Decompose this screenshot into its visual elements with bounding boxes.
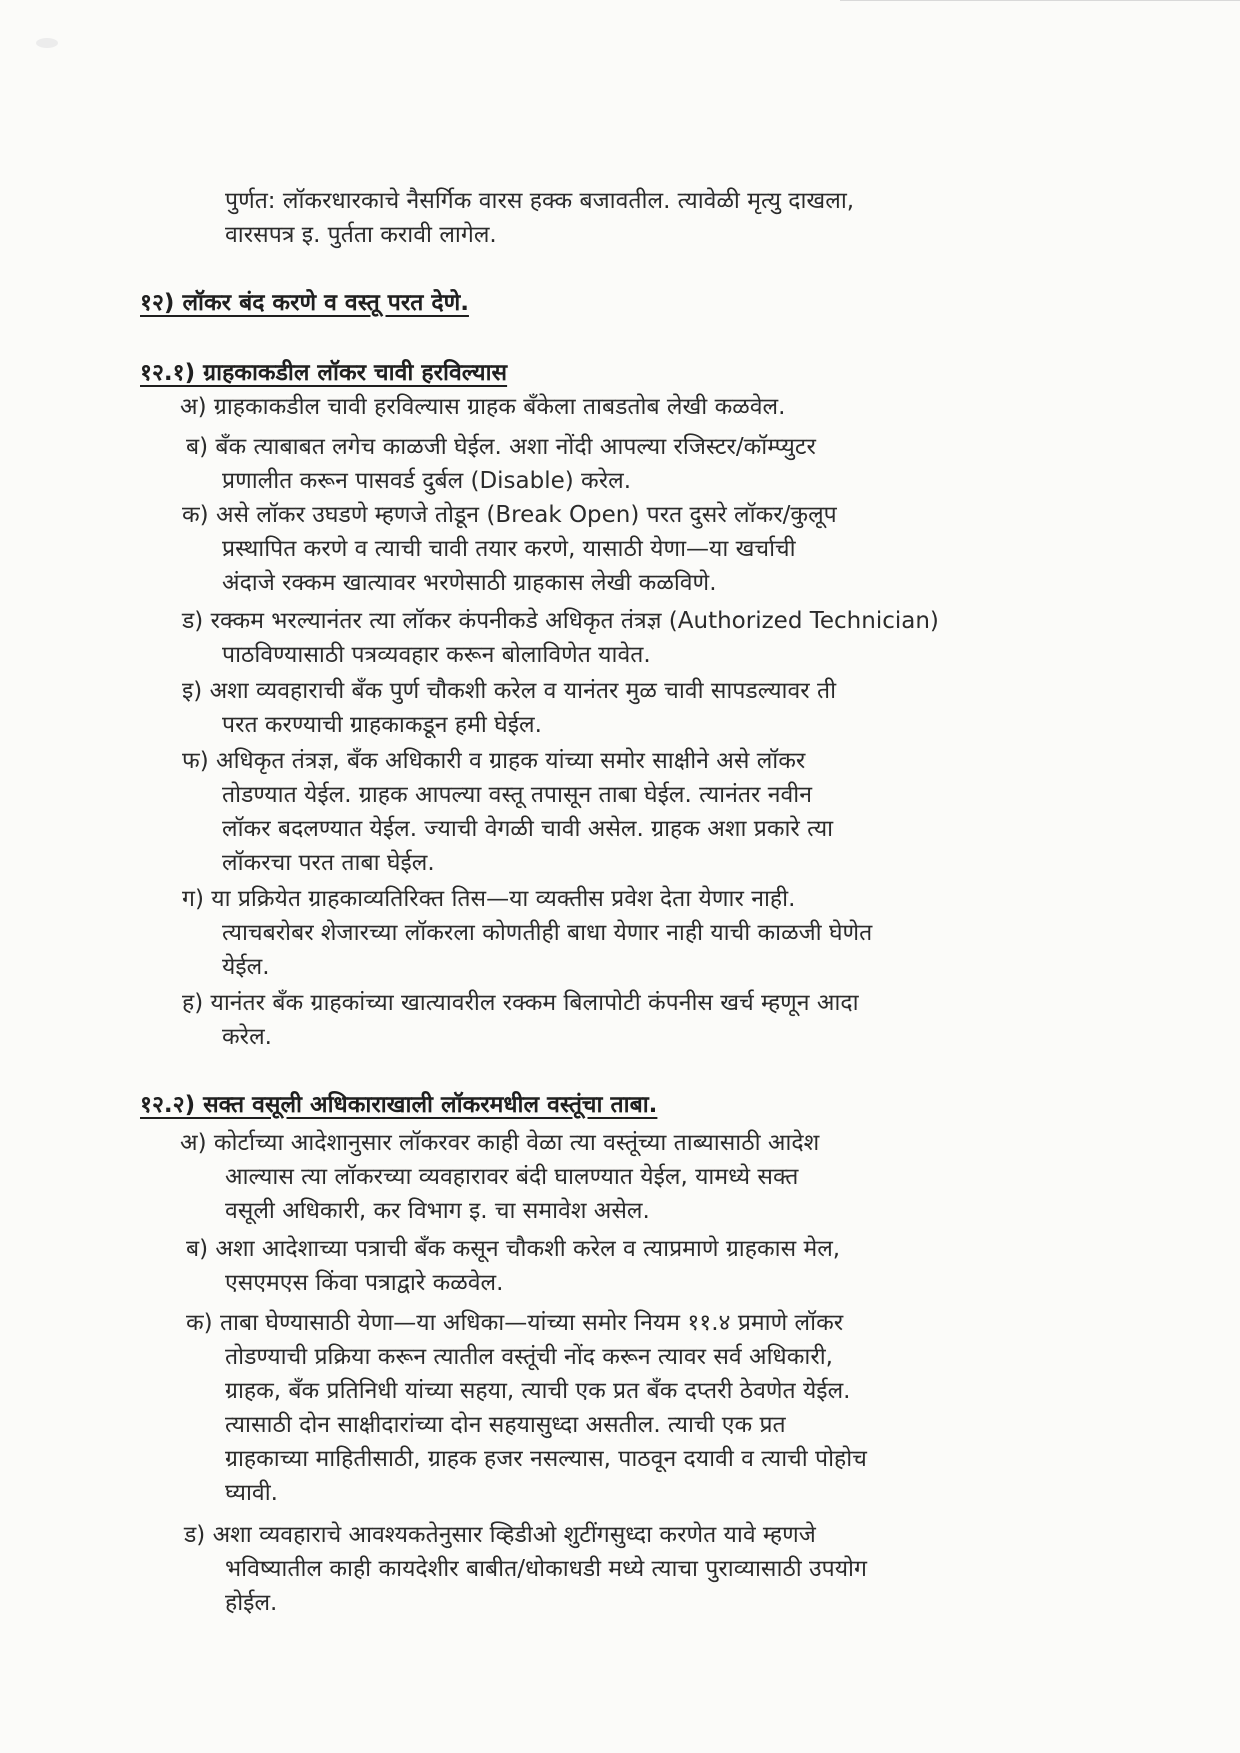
intro-line: वारसपत्र इ. पुर्तता करावी लागेल. (225, 222, 497, 248)
clause-line: भविष्यातील काही कायदेशीर बाबीत/धोकाधडी मध्ये त्याचा पुराव्यासाठी उपयोग (225, 1556, 867, 1582)
clause-line: लॉकर बदलण्यात येईल. ज्याची वेगळी चावी असेल. ग्राहक अशा प्रकारे त्या (222, 816, 834, 842)
clause-line: होईल. (225, 1590, 278, 1616)
clause-line: त्याचबरोबर शेजारच्या लॉकरला कोणतीही बाधा येणार नाही याची काळजी घेणेत (222, 920, 873, 946)
clause-line: तोडण्यात येईल. ग्राहक आपल्या वस्तू तपासून ताबा घेईल. त्यानंतर नवीन (222, 782, 812, 808)
clause-line: क) असे लॉकर उघडणे म्हणजे तोडून (Break Open) परत दुसरे लॉकर/कुलूप (182, 502, 837, 528)
clause-line: प्रस्थापित करणे व त्याची चावी तयार करणे, यासाठी येणा—या खर्चाची (222, 536, 796, 562)
clause-line: घ्यावी. (225, 1480, 278, 1506)
clause-line: अंदाजे रक्कम खात्यावर भरणेसाठी ग्राहकास लेखी कळविणे. (222, 570, 717, 596)
clause-line: ग्राहक, बँक प्रतिनिधी यांच्या सहया, त्याची एक प्रत बँक दप्तरी ठेवणेत येईल. (225, 1378, 851, 1404)
clause-line: अ) ग्राहकाकडील चावी हरविल्यास ग्राहक बँकेला ताबडतोब लेखी कळवेल. (180, 394, 786, 420)
clause-line: ब) अशा आदेशाच्या पत्राची बँक कसून चौकशी करेल व त्याप्रमाणे ग्राहकास मेल, (186, 1236, 841, 1262)
scan-edge-line (840, 0, 1240, 1)
section-12-1-heading: १२.१) ग्राहकाकडील लॉकर चावी हरविल्यास (140, 360, 508, 386)
clause-line: एसएमएस किंवा पत्राद्वारे कळवेल. (225, 1270, 504, 1296)
clause-line: त्यासाठी दोन साक्षीदारांच्या दोन सहयासुध्दा असतील. त्याची एक प्रत (225, 1412, 786, 1438)
scan-speck (36, 38, 58, 48)
clause-line: ड) अशा व्यवहाराचे आवश्यकतेनुसार व्हिडीओ शुटींगसुध्दा करणेत यावे म्हणजे (184, 1522, 816, 1548)
clause-line: अ) कोर्टाच्या आदेशानुसार लॉकरवर काही वेळा त्या वस्तूंच्या ताब्यासाठी आदेश (180, 1130, 820, 1156)
clause-line: ब) बँक त्याबाबत लगेच काळजी घेईल. अशा नोंदी आपल्या रजिस्टर/कॉम्प्युटर (186, 434, 816, 460)
clause-line: फ) अधिकृत तंत्रज्ञ, बँक अधिकारी व ग्राहक यांच्या समोर साक्षीने असे लॉकर (182, 748, 806, 774)
clause-line: प्रणालीत करून पासवर्ड दुर्बल (Disable) करेल. (222, 468, 632, 494)
clause-line: आल्यास त्या लॉकरच्या व्यवहारावर बंदी घालण्यात येईल, यामध्ये सक्त (225, 1164, 799, 1190)
section-12-heading: १२) लॉकर बंद करणे व वस्तू परत देणे. (140, 290, 469, 316)
clause-line: ह) यानंतर बँक ग्राहकांच्या खात्यावरील रक्कम बिलापोटी कंपनीस खर्च म्हणून आदा (182, 990, 859, 1016)
clause-line: येईल. (222, 954, 270, 980)
clause-line: तोडण्याची प्रक्रिया करून त्यातील वस्तूंची नोंद करून त्यावर सर्व अधिकारी, (225, 1344, 833, 1370)
clause-line: इ) अशा व्यवहाराची बँक पुर्ण चौकशी करेल व यानंतर मुळ चावी सापडल्यावर ती (182, 678, 837, 704)
clause-line: परत करण्याची ग्राहकाकडून हमी घेईल. (222, 712, 542, 738)
clause-line: पाठविण्यासाठी पत्रव्यवहार करून बोलाविणेत यावेत. (222, 642, 651, 668)
clause-line: ड) रक्कम भरल्यानंतर त्या लॉकर कंपनीकडे अधिकृत तंत्रज्ञ (Authorized Technician) (182, 608, 939, 634)
clause-line: लॉकरचा परत ताबा घेईल. (222, 850, 435, 876)
clause-line: ग) या प्रक्रियेत ग्राहकाव्यतिरिक्त तिस—या व्यक्तीस प्रवेश देता येणार नाही. (182, 886, 796, 912)
intro-line: पुर्णत: लॉकरधारकाचे नैसर्गिक वारस हक्क बजावतील. त्यावेळी मृत्यु दाखला, (225, 188, 855, 214)
clause-line: ग्राहकाच्या माहितीसाठी, ग्राहक हजर नसल्यास, पाठवून दयावी व त्याची पोहोच (225, 1446, 867, 1472)
clause-line: वसूली अधिकारी, कर विभाग इ. चा समावेश असेल. (225, 1198, 650, 1224)
section-12-2-heading: १२.२) सक्त वसूली अधिकाराखाली लॉकरमधील वस्तूंचा ताबा. (140, 1092, 658, 1118)
clause-line: क) ताबा घेण्यासाठी येणा—या अधिका—यांच्या समोर नियम ११.४ प्रमाणे लॉकर (186, 1310, 844, 1336)
clause-line: करेल. (222, 1024, 272, 1050)
